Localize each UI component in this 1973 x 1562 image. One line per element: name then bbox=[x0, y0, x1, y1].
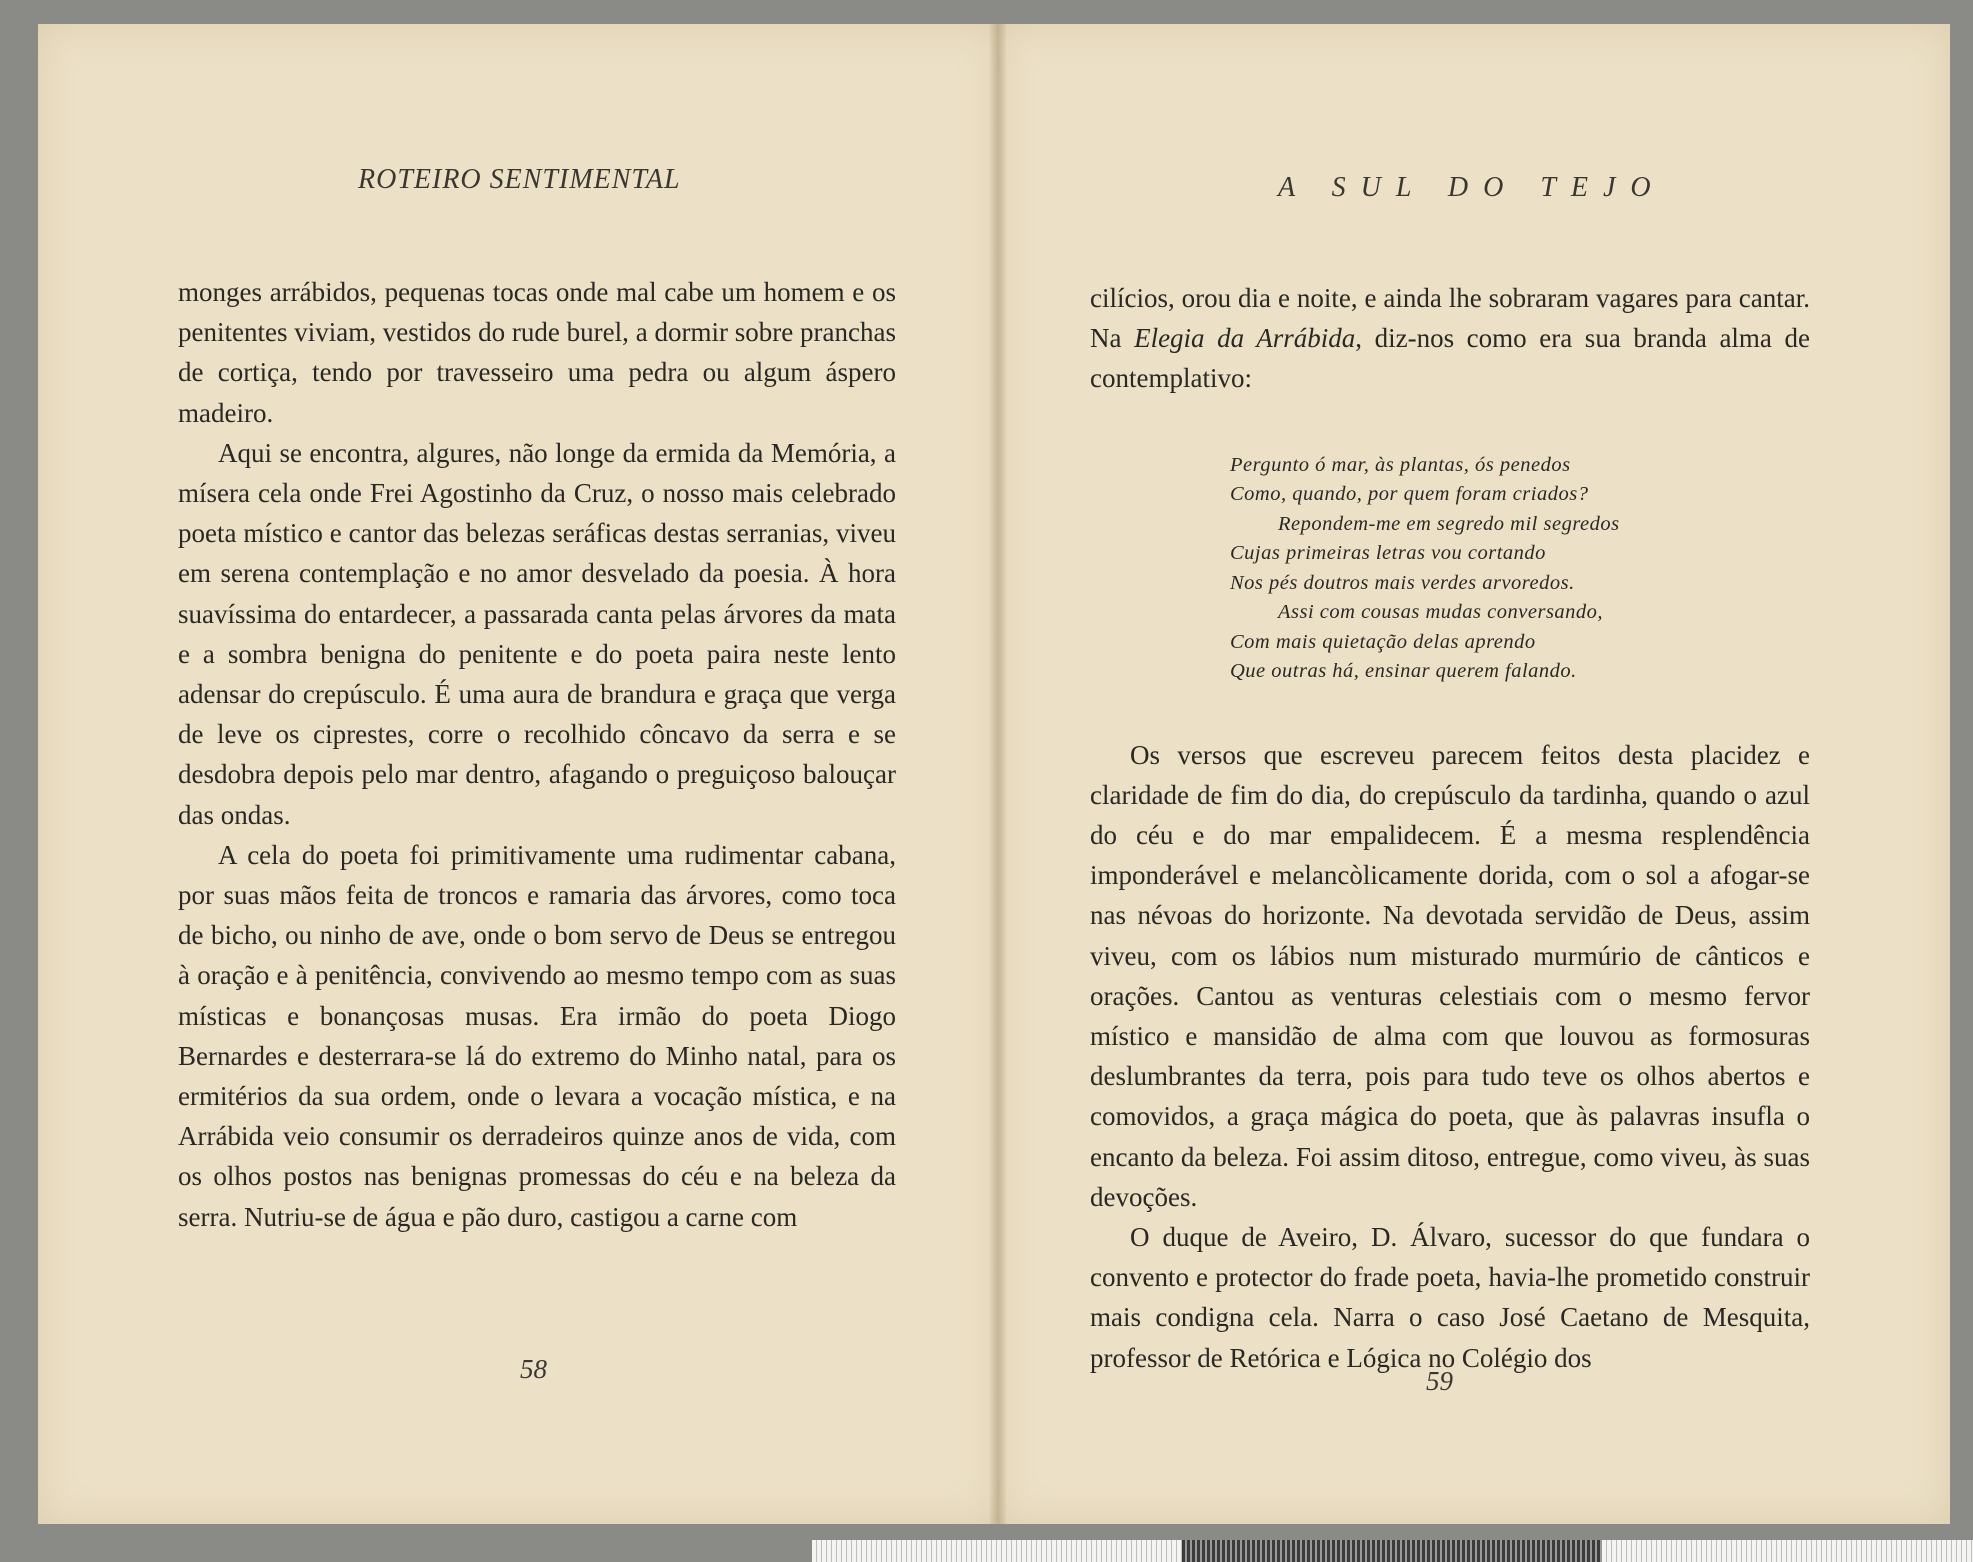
right-intro-paragraph bbox=[1090, 278, 1810, 399]
intro-text-before: cilícios, orou dia e noite, e ainda lhe sobraram vagares para cantar. Na bbox=[1090, 283, 1810, 354]
intro-text-after: , diz-nos como era sua branda alma de contemplativo: bbox=[1090, 323, 1810, 394]
right-paragraph-1: Os versos que escreveu parecem feitos desta placidez e claridade de fim do dia, do crepúsculo da tardinha, quando o azul do céu e do mar empalidecem. É a mesma resplendência imponderável e melancòlicamente dorida, com o sol a afogar-se nas névoas do horizonte. Na devotada servidão de Deus, assim viveu, com os lábios num misturado murmúrio de cânticos e orações. Cantou as venturas celestiais com o mesmo fervor místico e mansidão de alma com que louvou as formosuras deslumbrantes da terra, pois para tudo teve os olhos abertos e comovidos, a graça mágica do poeta, que às palavras insufla o encanto da beleza. Foi assim ditoso, entregue, como viveu, às suas devoções. bbox=[1090, 739, 1810, 1212]
verse-line: Com mais quietação delas aprendo bbox=[1230, 630, 1536, 653]
scan-ruler-bar bbox=[1182, 1540, 1602, 1562]
verse-line: Nos pés doutros mais verdes arvoredos. bbox=[1230, 571, 1575, 594]
left-paragraph-1: monges arrábidos, pequenas tocas onde mal cabe um homem e os penitentes viviam, vestidos do rude burel, a dormir sobre pranchas de cortiça, tendo por travesseiro uma pedra ou algum áspero madeiro. bbox=[178, 277, 896, 428]
verse-line: Cujas primeiras letras vou cortando bbox=[1230, 542, 1546, 565]
right-paragraph-2: O duque de Aveiro, D. Álvaro, sucessor do que fundara o convento e protector do frade poeta, havia-lhe prometido construir mais condigna cela. Narra o caso José Caetano de Mesquita, professor de Retórica e Lógica no Colégio dos bbox=[1090, 1222, 1810, 1373]
scan-ruler bbox=[812, 1540, 1973, 1562]
verse-block bbox=[1230, 451, 1810, 687]
left-page-body bbox=[178, 272, 896, 1237]
left-running-head: ROTEIRO SENTIMENTAL bbox=[358, 164, 681, 195]
right-page-number: 59 bbox=[1426, 1366, 1453, 1396]
verse-line: Repondem-me em segredo mil segredos bbox=[1278, 512, 1620, 535]
verse-line: Assi com cousas mudas conversando, bbox=[1278, 601, 1604, 624]
right-page bbox=[998, 24, 1950, 1524]
left-page-number: 58 bbox=[520, 1354, 547, 1384]
right-page-body bbox=[1090, 278, 1810, 1378]
left-page bbox=[38, 24, 999, 1524]
verse-line: Que outras há, ensinar querem falando. bbox=[1230, 660, 1577, 683]
left-paragraph-3: A cela do poeta foi primitivamente uma rudimentar cabana, por suas mãos feita de troncos e ramaria das árvores, como toca de bicho, ou ninho de ave, onde o bom servo de Deus se entregou à oração e à penitência, convivendo ao mesmo tempo com as suas místicas e bonançosas musas. Era irmão do poeta Diogo Bernardes e desterrara-se lá do extremo do Minho natal, para os ermitérios da sua ordem, onde o levara a vocação mística, e na Arrábida veio consumir os derradeiros quinze anos de vida, com os olhos postos nas benignas promessas do céu e na beleza da serra. Nutriu-se de água e pão duro, castigou a carne com bbox=[178, 839, 896, 1232]
left-paragraph-2: Aqui se encontra, algures, não longe da ermida da Memória, a mísera cela onde Frei Agostinho da Cruz, o nosso mais celebrado poeta místico e cantor das belezas seráficas destas serranias, viveu em serena contemplação e no amor desvelado da poesia. À hora suavíssima do entardecer, a passarada canta pelas árvores da mata e a sombra benigna do penitente e do poeta paira neste lento adensar do crepúsculo. É uma aura de brandura e graça que verga de leve os ciprestes, corre o recolhido côncavo da serra e se desdobra depois pelo mar dentro, afagando o preguiçoso balouçar das ondas. bbox=[178, 437, 896, 830]
book-gutter bbox=[990, 24, 1006, 1524]
verse-line: Pergunto ó mar, às plantas, ós penedos bbox=[1230, 453, 1571, 476]
right-running-head: A SUL DO TEJO bbox=[1278, 172, 1666, 203]
verse-line: Como, quando, por quem foram criados? bbox=[1230, 483, 1589, 506]
elegy-title: Elegia da Arrábida bbox=[1134, 323, 1356, 354]
